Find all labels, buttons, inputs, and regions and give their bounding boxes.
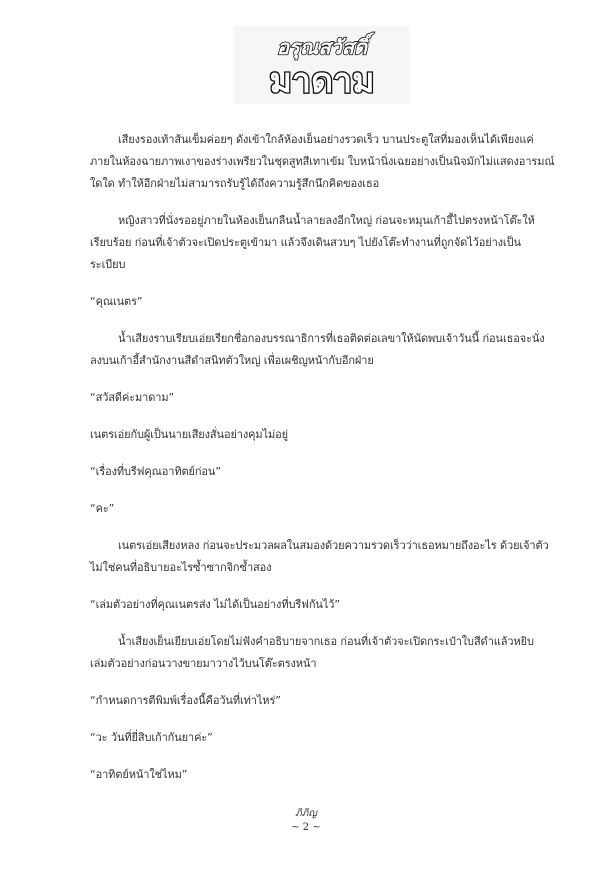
paragraph-line: ภายในห้องฉายภาพเงาของร่างเพรียวในชุดสูทสีเทาเข้ม ใบหน้านิ่งเฉยอย่างเป็นนิจมักไม่แสดงอารมณ์ xyxy=(90,155,555,168)
dialogue-line: “เรื่องที่บรีฟคุณอาทิตย์ก่อน” xyxy=(90,465,221,478)
dialogue-line: “สวัสดีค่ะมาดาม” xyxy=(90,391,175,404)
dialogue-line: “วะ วันที่ยี่สิบเก้ากันยาค่ะ” xyxy=(90,731,213,744)
paragraph-line: เนตรเอ่ยเสียงหลง ก่อนจะประมวลผลในสมองด้วยความรวดเร็วว่าเธอหมายถึงอะไร ด้วยเจ้าตัว xyxy=(118,539,549,552)
footer-author: ภิภิญ xyxy=(295,808,317,819)
paragraph-line: ไม่ใช่คนที่อธิบายอะไรซ้ำซากจิกซ้ำสอง xyxy=(90,561,272,574)
body-paragraph xyxy=(90,535,549,579)
paragraph-line: น้ำเสียงราบเรียบเอ่ยเรียกชื่อกองบรรณาธิการที่เธอติดต่อเลขาให้นัดพบเจ้าวันนี้ ก่อนเธอจะนั่ง xyxy=(118,332,545,345)
body-paragraph xyxy=(90,631,540,675)
dialogue-line: เนตรเอ่ยกับผู้เป็นนายเสียงสั่นอย่างคุมไม่อยู่ xyxy=(90,428,289,441)
dialogue-line: “อาทิตย์หน้าใช่ไหม” xyxy=(90,768,188,781)
body-paragraph xyxy=(90,210,540,276)
dialogue-line: “คุณเนตร” xyxy=(90,295,143,308)
paragraph-line: เรียบร้อย ก่อนที่เจ้าตัวจะเปิดประตูเข้ามา แล้วจึงเดินสวบๆ ไปยังโต๊ะทำงานที่ถูกจัดไว้อย่างเป็น xyxy=(90,236,521,249)
logo-line-2: มาดาม xyxy=(269,61,375,101)
book-title-logo xyxy=(234,26,410,104)
logo-line-1: อรุณสวัสดิ์ xyxy=(277,35,367,59)
dialogue-line: “คะ” xyxy=(90,502,115,515)
title-logo-graphic xyxy=(234,26,410,104)
paragraph-line: ใดใด ทำให้อีกฝ่ายไม่สามารถรับรู้ได้ถึงความรู้สึกนึกคิดของเธอ xyxy=(90,177,380,190)
dialogue-line: “กำหนดการตีพิมพ์เรื่องนี้คือวันที่เท่าไหร่” xyxy=(90,694,281,707)
dialogue-line: “เล่มตัวอย่างที่คุณเนตรส่ง ไม่ได้เป็นอย่างที่บรีฟกันไว้” xyxy=(90,598,340,611)
body-paragraph xyxy=(90,328,545,372)
page-number: ~ 2 ~ xyxy=(291,822,321,833)
paragraph-line: น้ำเสียงเย็นเยียบเอ่ยโดยไม่ฟังคำอธิบายจากเธอ ก่อนที่เจ้าตัวจะเปิดกระเป๋าใบสีดำแล้วหยิบ xyxy=(118,635,534,648)
paragraph-line: หญิงสาวที่นั่งรออยู่ภายในห้องเย็นกลืนน้ำลายลงอีกใหญ่ ก่อนจะหมุนเก้าอี้ไปตรงหน้าโต๊ะให้ xyxy=(118,214,535,227)
paragraph-line: เล่มตัวอย่างก่อนวางขายมาวางไว้บนโต๊ะตรงหน้า xyxy=(90,657,317,670)
paragraph-line: ลงบนเก้าอี้สำนักงานสีดำสนิทตัวใหญ่ เพื่อเผชิญหน้ากับอีกฝ่าย xyxy=(90,354,374,367)
paragraph-line: เสียงรองเท้าส้นเข็มค่อยๆ ดังเข้าใกล้ห้องเย็นอย่างรวดเร็ว บานประตูใสที่มองเห็นได้เพียงแค่ xyxy=(118,133,534,146)
body-paragraph xyxy=(90,129,555,195)
paragraph-line: ระเบียบ xyxy=(90,258,126,271)
chapter-body xyxy=(90,129,555,801)
